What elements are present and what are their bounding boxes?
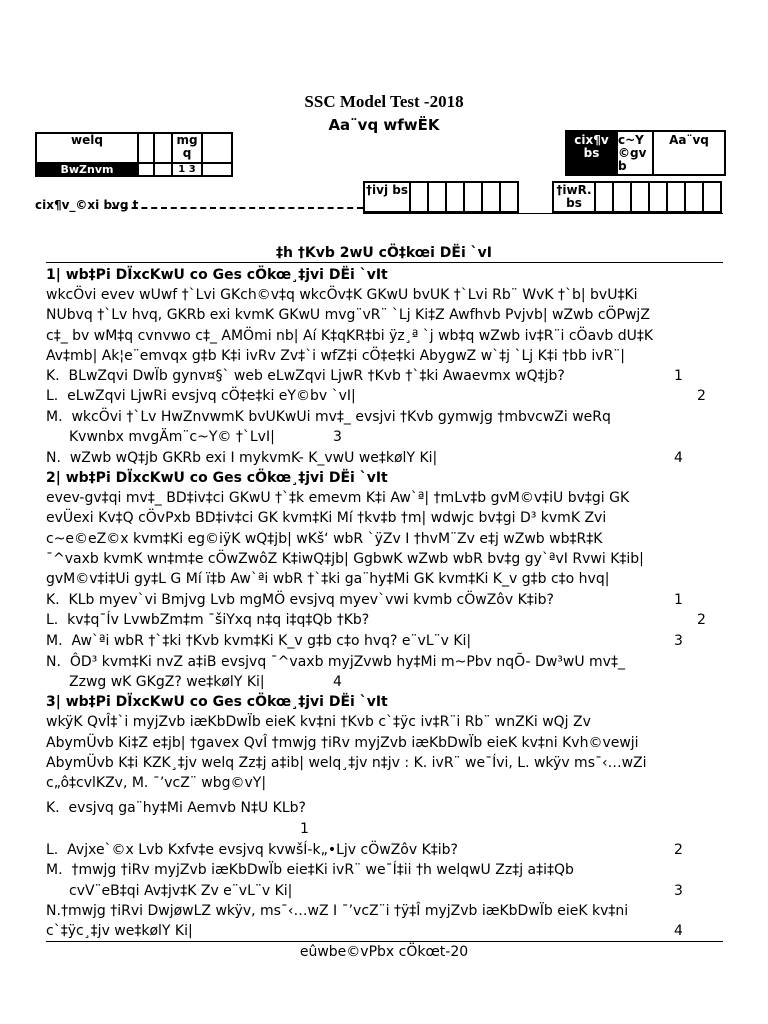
q2-m-mark: 3 <box>674 633 683 649</box>
question-1-line: Av‡mb| Ak¦e¨emvqx g‡b K‡i ivRv Zv‡`i wfZ‡i cÖ‡e‡ki AbygwZ w`‡j `Lj K‡i †bb ivR¨| <box>46 348 626 364</box>
q2-k-mark: 1 <box>674 592 683 608</box>
q2-n-mark: 4 <box>333 674 342 690</box>
exam-no-label: cix¶v bs <box>566 131 617 175</box>
option-text: †mwjg †iRvi DwjøwLZ wkÿv, ms¯‹…wZ I ¯’vcZ¨i †ÿ‡Î myjZvb iæKbDwÏb eieK kv‡ni <box>60 903 629 919</box>
option-label: K. <box>46 800 60 816</box>
option-text-cont: cvV¨eB‡qi Av‡jv‡K Zv e¨vL¨v Ki| <box>69 883 293 899</box>
q3-option-n <box>46 901 628 921</box>
reg-digit-cell[interactable] <box>703 182 721 212</box>
q3-option-m <box>46 860 574 880</box>
header-divider <box>363 213 723 214</box>
option-text: BLwZqvi DwÏb gynv¤§` web eLwZqvi LjwR †Kvb †`‡ki Awaevmx wQ‡jb? <box>68 368 565 384</box>
option-label: N. <box>46 450 61 466</box>
roll-label: †ivj bs <box>364 182 410 212</box>
option-text: kv‡q¯Ív LvwbZm‡m ¯šiYxq n‡q i‡q‡Qb †Kb? <box>67 612 370 628</box>
q2-option-l <box>46 610 369 630</box>
question-1-line: c‡_ bv wM‡q cvnvwo c‡_ AMÖmi nb| Aí K‡qKR‡bi ÿz¸ª `j wb‡q wZwb iv‡R¨i cÖavb dU‡K <box>46 328 654 344</box>
q1-n-mark: 4 <box>674 450 683 466</box>
reg-digit-cell[interactable] <box>685 182 703 212</box>
q1-option-l <box>46 386 356 406</box>
question-1-line: wkcÖvi evev wUwf †`Lvi GKch©v‡q wkcÖv‡K GKwU bvUK †`Lvi Rb¨ WvK †`b| bvU‡Ki <box>46 287 638 303</box>
question-2-line: ¯^vaxb kvmK wn‡m‡e cÖwZwôZ K‡iwQ‡jb| GgbwK wZwb wbR bv‡g gy`ªvI Rvwi K‡ib| <box>46 551 644 567</box>
question-3-heading: 3| wb‡Pi DÏxcKwU co Ges cÖkœ¸‡jvi DËi `vIt <box>46 694 388 710</box>
subject-code-box <box>35 132 233 177</box>
option-label: M. <box>46 862 63 878</box>
reg-digit-cell[interactable] <box>667 182 685 212</box>
q2-option-k <box>46 590 554 610</box>
history-label: BwZnvm <box>36 163 138 176</box>
marks-box <box>565 130 726 176</box>
q3-option-n-cont <box>46 921 193 941</box>
option-text-cont: c`‡ÿc¸‡jv we‡kølY Ki| <box>46 923 193 939</box>
question-2-heading: 2| wb‡Pi DÏxcKwU co Ges cÖkœ¸‡jvi DËi `vIt <box>46 470 388 486</box>
question-1-line: NUbvq †`Lv hvq, GKRb exi kvmK GKwU mvg¨vR¨ `Lj Ki‡Z Awfhvb Pvjvb| wZwb cÖPwjZ <box>46 307 650 323</box>
q1-k-mark: 1 <box>674 368 683 384</box>
test-title: SSC Model Test -2018 <box>304 92 464 111</box>
option-text: †mwjg †iRv myjZvb iæKbDwÏb eie‡Ki ivR¨ we¯Í‡ii †h welqwU Zz‡j a‡i‡Qb <box>71 862 574 878</box>
option-text: evsjvq ga¨hy‡Mi Aemvb N‡U KLb? <box>68 800 306 816</box>
q1-option-m <box>46 407 611 427</box>
option-text: KLb myev`vi Bmjvg Lvb mgMÖ evsjvq myev`vwi kvmb cÖwZôv K‡ib? <box>68 592 554 608</box>
section-title: ‡h †Kvb 2wU cÖ‡kœi DËi `vI <box>276 245 492 261</box>
question-3-line: AbymÜvb Ki‡Z e‡jb| †gavex QvÎ †mwjg †iRv myjZvb iæKbDwÏb eieK kv‡ni Kvh©vewji <box>46 735 639 751</box>
q1-m-mark: 3 <box>333 429 342 445</box>
section-divider <box>46 262 723 263</box>
question-2-line: evev-gv‡qi mv‡_ BD‡iv‡ci GKwU †`‡k emevm K‡i Aw`ª| †mLv‡b gvM©v‡iU bv‡gi GK <box>46 490 630 506</box>
option-text: ÔD³ kvm‡Ki nvZ a‡iB evsjvq ¯^vaxb myjZvwb hy‡Mi m~Pbv nqÕ- Dw³wU mv‡_ <box>69 654 625 670</box>
roll-digit-cell[interactable] <box>482 182 500 212</box>
reg-digit-cell[interactable] <box>613 182 631 212</box>
full-marks-label: c~Y ©gv b <box>617 131 653 175</box>
roll-digit-cell[interactable] <box>428 182 446 212</box>
registration-number-box <box>552 181 722 213</box>
subject-title: Aa¨vq wfwËK <box>328 116 440 134</box>
option-text: wkcÖvi †`Lv HwZnvwmK bvUKwUi mv‡_ evsjvi †Kvb gymwjg †mbvcwZi weRq <box>71 409 611 425</box>
roll-digit-cell[interactable] <box>410 182 428 212</box>
question-3-line: wkÿK QvÎ‡`i myjZvb iæKbDwÏb eieK kv‡ni †Kvb c`‡ÿc iv‡R¨i Rb¨ wnZKi wQj Zv <box>46 714 591 730</box>
option-label: K. <box>46 592 60 608</box>
q2-option-m <box>46 631 471 651</box>
option-text-cont: Kvwnbx mvgÄm¨c~Y© †`LvI| <box>69 429 275 445</box>
reg-digit-cell[interactable] <box>595 182 613 212</box>
option-text: Avjxe`©x Lvb Kxfv‡e evsjvq kvwšÍ-k„•Ljv cÖwZôv K‡ib? <box>67 842 458 858</box>
option-label: L. <box>46 612 59 628</box>
q3-n-mark: 4 <box>674 923 683 939</box>
q3-option-k <box>46 798 306 818</box>
option-label: N. <box>46 654 61 670</box>
q1-option-m-cont <box>69 427 275 447</box>
q3-option-m-cont <box>69 881 292 901</box>
question-1-heading: 1| wb‡Pi DÏxcKwU co Ges cÖkœ¸‡jvi DËi `vIt <box>46 267 388 283</box>
option-label: L. <box>46 842 59 858</box>
reg-digit-cell[interactable] <box>649 182 667 212</box>
registration-label: †iwR. bs <box>553 182 595 212</box>
q1-option-n <box>46 448 437 468</box>
code-value: 1 3 <box>172 163 202 176</box>
q3-option-l <box>46 840 458 860</box>
roll-digit-cell[interactable] <box>500 182 518 212</box>
subject-label: welq <box>36 133 138 163</box>
option-text-cont: Zzwg wK GKgZ? we‡kølY Ki| <box>69 674 265 690</box>
q3-l-mark: 2 <box>674 842 683 858</box>
question-3-line: AbymÜvb K‡i KZK¸‡jv welq Zz‡j a‡ib| welq¸‡jv n‡jv : K. ivR¨ we¯Ívi, L. wkÿv ms¯‹…wZi <box>46 755 647 771</box>
question-2-line: gvM©v‡i‡Ui gy‡L G Mí ï‡b Aw`ªi wbR †`‡ki ga¨hy‡Mi GK kvm‡Ki K_v g‡b c‡o hvq| <box>46 571 610 587</box>
chapter-label: Aa¨vq <box>653 131 725 175</box>
q1-option-k <box>46 366 565 386</box>
examinee-name-line[interactable] <box>112 207 363 209</box>
examinee-name-label: cix¶v_©xi bvg t <box>35 198 139 212</box>
option-text: eLwZqvi LjwRi evsjvq cÖ‡e‡ki eY©bv `vI| <box>67 388 356 404</box>
question-2-line: c~e©eZ©x kvm‡Ki eg©iÿK wQ‡jb| wKš‘ wbR `ÿZv I †hvM¨Zv e‡j wZwb wb‡R‡K <box>46 531 603 547</box>
option-label: N. <box>46 903 61 919</box>
q3-m-mark: 3 <box>674 883 683 899</box>
option-label: M. <box>46 633 63 649</box>
option-label: K. <box>46 368 60 384</box>
roll-number-box <box>363 181 519 213</box>
roll-digit-cell[interactable] <box>446 182 464 212</box>
reg-digit-cell[interactable] <box>631 182 649 212</box>
option-text: Aw`ªi wbR †`‡ki †Kvb kvm‡Ki K_v g‡b c‡o hvq? e¨vL¨v Ki| <box>71 633 472 649</box>
q2-l-mark: 2 <box>697 612 706 628</box>
q2-option-n <box>46 652 625 672</box>
roll-digit-cell[interactable] <box>464 182 482 212</box>
option-label: M. <box>46 409 63 425</box>
q3-k-mark: 1 <box>300 821 309 837</box>
footer-text: eûwbe©vPbx cÖkœt-20 <box>299 944 469 960</box>
footer-divider <box>46 941 723 942</box>
q1-l-mark: 2 <box>697 388 706 404</box>
code-label: mg q <box>172 133 202 163</box>
q2-option-n-cont <box>69 672 265 692</box>
question-3-line: c„ô‡cvlKZv, M. ¯’vcZ¨ wbg©vY| <box>46 775 267 791</box>
option-label: L. <box>46 388 59 404</box>
question-2-line: evÜexi Kv‡Q cÖvPxb BD‡iv‡ci GK kvm‡Ki Mí †kv‡b †m| wdwjc bv‡gi D³ kvmK Zvi <box>46 510 607 526</box>
option-text: wZwb wQ‡jb GKRb exi I mykvmK- K_vwU we‡kølY Ki| <box>69 450 438 466</box>
